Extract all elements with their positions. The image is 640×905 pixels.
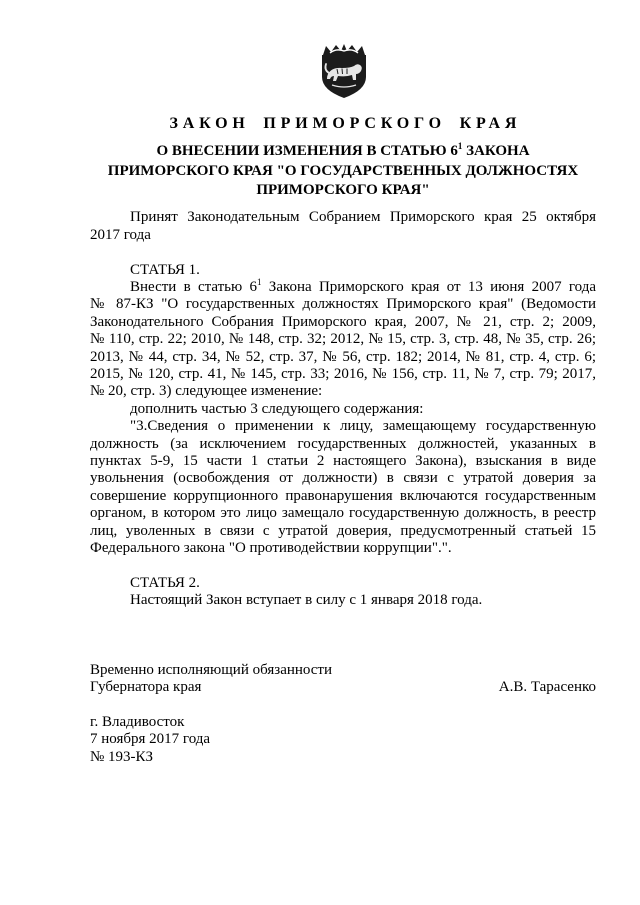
subtitle-text: О ВНЕСЕНИИ ИЗМЕНЕНИЯ В СТАТЬЮ 6	[156, 143, 458, 160]
line-spacer	[90, 557, 596, 574]
signatory-position: Губернатора края	[90, 679, 202, 696]
new-part-line: пунктах 5-9, 15 части 1 статьи 2 настоящего Закона), взыскания в виде	[90, 452, 596, 469]
signatory-name: А.В. Тарасенко	[498, 679, 596, 696]
article-2-text: Настоящий Закон вступает в силу с 1 января 2018 года.	[130, 592, 483, 609]
article-1-line: 2013, № 44, стр. 34, № 52, стр. 37, № 56, стр. 182; 2014, № 81, стр. 4, стр. 6;	[90, 348, 596, 365]
law-subtitle	[46, 142, 640, 201]
line-spacer	[90, 610, 596, 627]
adopted-line: Принят Законодательным Собранием Приморского края 25 октября	[130, 209, 596, 226]
article-text: Внести в статью 6	[130, 278, 258, 295]
article-1-instruction: дополнить частью 3 следующего содержания:	[130, 400, 424, 417]
signing-date: 7 ноября 2017 года	[90, 731, 211, 748]
law-number: № 193-КЗ	[90, 748, 154, 765]
subtitle-line	[46, 142, 640, 162]
article-1-line: 2015, № 120, стр. 41, № 145, стр. 33; 2016, № 156, стр. 11, № 7, стр. 79; 2017,	[90, 365, 596, 382]
new-part-line: увольнения (освобождения от должности) в связи с утратой доверия за	[90, 470, 596, 487]
article-2-heading: СТАТЬЯ 2.	[130, 574, 200, 591]
adopted-line: 2017 года	[90, 226, 151, 243]
new-part-line: Федерального закона "О противодействии коррупции".".	[90, 540, 452, 557]
line-spacer	[90, 627, 596, 644]
article-1-line: № 20, стр. 3) следующее изменение:	[90, 383, 323, 400]
article-1-line	[90, 276, 596, 296]
new-part-line: совершение коррупционного правонарушения включаются государственным	[90, 487, 596, 504]
subtitle-line: ПРИМОРСКОГО КРАЯ"	[256, 182, 430, 199]
article-1-line: Законодательного Собрания Приморского края, 2007, № 21, стр. 2; 2009,	[90, 313, 596, 330]
law-title: ЗАКОН ПРИМОРСКОГО КРАЯ	[169, 115, 522, 132]
subtitle-text: ЗАКОНА	[462, 143, 530, 160]
subtitle-line: ПРИМОРСКОГО КРАЯ "О ГОСУДАРСТВЕННЫХ ДОЛЖНОСТЯХ	[107, 162, 579, 179]
new-part-line: органом, в котором это лицо замещало государственную должность, в реестр	[90, 505, 596, 522]
new-part-line: лиц, уволенных в связи с утратой доверия, предусмотренный статьей 15	[90, 522, 596, 539]
line-spacer	[90, 644, 596, 661]
new-part-line: "3.Сведения о применении к лицу, замещающему государственную	[130, 418, 596, 435]
superscript: 1	[257, 276, 262, 287]
signing-city: г. Владивосток	[90, 714, 185, 731]
coat-of-arms-icon	[318, 43, 370, 99]
line-spacer	[90, 697, 596, 714]
coat-of-arms-emblem	[318, 43, 370, 99]
law-body	[90, 209, 596, 766]
article-1-heading: СТАТЬЯ 1.	[130, 261, 200, 278]
new-part-line: должность (за исключением государственных должностей, указанных в	[90, 435, 596, 452]
superscript: 1	[457, 141, 463, 152]
signatory-position: Временно исполняющий обязанности	[90, 661, 333, 678]
article-text: Закона Приморского края от 13 июня 2007 года	[261, 278, 596, 295]
line-spacer	[90, 244, 596, 261]
article-1-line: № 110, стр. 22; 2010, № 148, стр. 32; 2012, № 15, стр. 3, стр. 48, № 35, стр. 26;	[90, 331, 596, 348]
article-1-line: № 87-КЗ "О государственных должностях Приморского края" (Ведомости	[90, 296, 596, 313]
signature-row	[90, 679, 596, 696]
